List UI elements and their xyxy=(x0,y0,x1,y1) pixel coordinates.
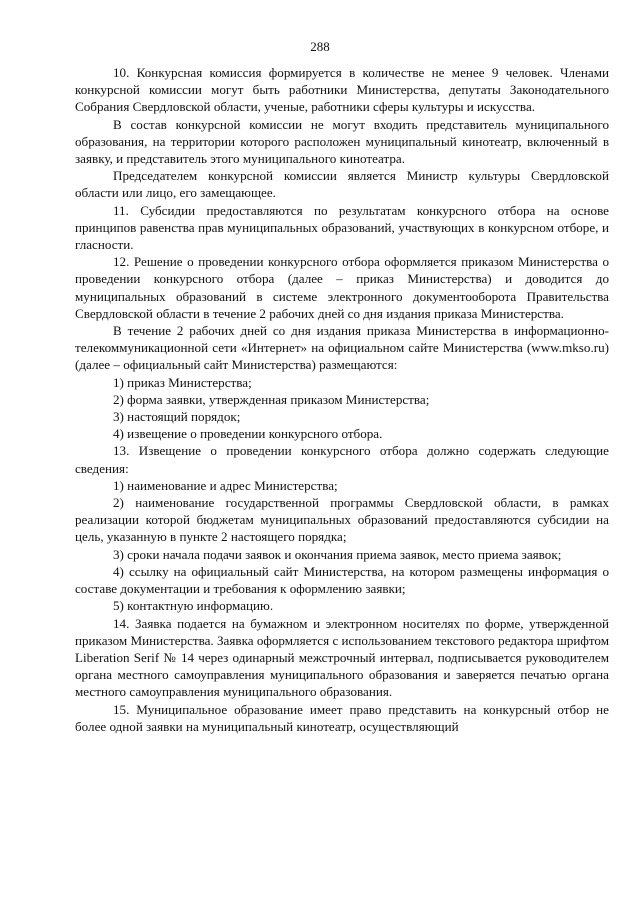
list-item: 4) ссылку на официальный сайт Министерства, на котором размещены информация о составе документации и требования к оформлению заявки; xyxy=(75,563,609,597)
paragraph-14: 14. Заявка подается на бумажном и электронном носителях по форме, утвержденной приказом Министерства. Заявка оформляется с использованием текстового редактора шрифтом Liberation Serif № 14 через одинарный межстрочный интервал, подписывается руководителем органа местного самоуправления муниципального образования и заверяется печатью органа местного самоуправления муниципального образования. xyxy=(75,615,609,700)
paragraph-11: 11. Субсидии предоставляются по результатам конкурсного отбора на основе принципов равенства прав муниципальных образований, участвующих в конкурсном отборе, и гласности. xyxy=(75,202,609,253)
list-item: 2) наименование государственной программы Свердловской области, в рамках реализации которой бюджетам муниципальных образований предоставляются субсидии на цель, указанную в пункте 2 настоящего порядка; xyxy=(75,495,609,545)
list-item: 1) наименование и адрес Министерства; xyxy=(113,477,338,493)
list-item: 2) форма заявки, утвержденная приказом Министерства; xyxy=(113,391,430,407)
paragraph-commission-exclusion: В состав конкурсной комиссии не могут входить представитель муниципального образования, на территории которого расположен муниципальный кинотеатр, включенный в заявку, и представитель этого муниципального кинотеатра. xyxy=(75,116,609,167)
list-item: 3) настоящий порядок; xyxy=(113,409,241,425)
document-body xyxy=(75,64,609,735)
paragraph-commission-chair: Председателем конкурсной комиссии является Министр культуры Свердловской области или лицо, его замещающее. xyxy=(75,168,609,201)
page-number: 288 xyxy=(310,39,330,54)
paragraph-15: 15. Муниципальное образование имеет право представить на конкурсный отбор не более одной заявки на муниципальный кинотеатр, осуществляющий xyxy=(75,701,609,734)
list-item: 3) сроки начала подачи заявок и окончания приема заявок, место приема заявок; xyxy=(113,546,562,562)
paragraph-12: 12. Решение о проведении конкурсного отбора оформляется приказом Министерства о проведении конкурсного отбора (далее – приказ Министерства) и доводится до муниципальных образований в системе электронного документооборота Правительства Свердловской области в течение 2 рабочих дней со дня издания приказа Министерства. xyxy=(75,254,609,321)
list-item: 4) извещение о проведении конкурсного отбора. xyxy=(113,426,383,442)
list-item: 5) контактную информацию. xyxy=(113,598,274,614)
paragraph-13: 13. Извещение о проведении конкурсного отбора должно содержать следующие сведения: xyxy=(75,443,609,476)
list-item: 1) приказ Министерства; xyxy=(113,374,252,390)
paragraph-publication: В течение 2 рабочих дней со дня издания приказа Министерства в информационно-телекоммуникационной сети «Интернет» на официальном сайте Министерства (www.mkso.ru) (далее – официальный сайт Министерства) размещаются: xyxy=(75,323,609,373)
paragraph-10: 10. Конкурсная комиссия формируется в количестве не менее 9 человек. Членами конкурсной комиссии могут быть работники Министерства, депутаты Законодательного Собрания Свердловской области, ученые, работники сферы культуры и искусства. xyxy=(75,65,609,115)
